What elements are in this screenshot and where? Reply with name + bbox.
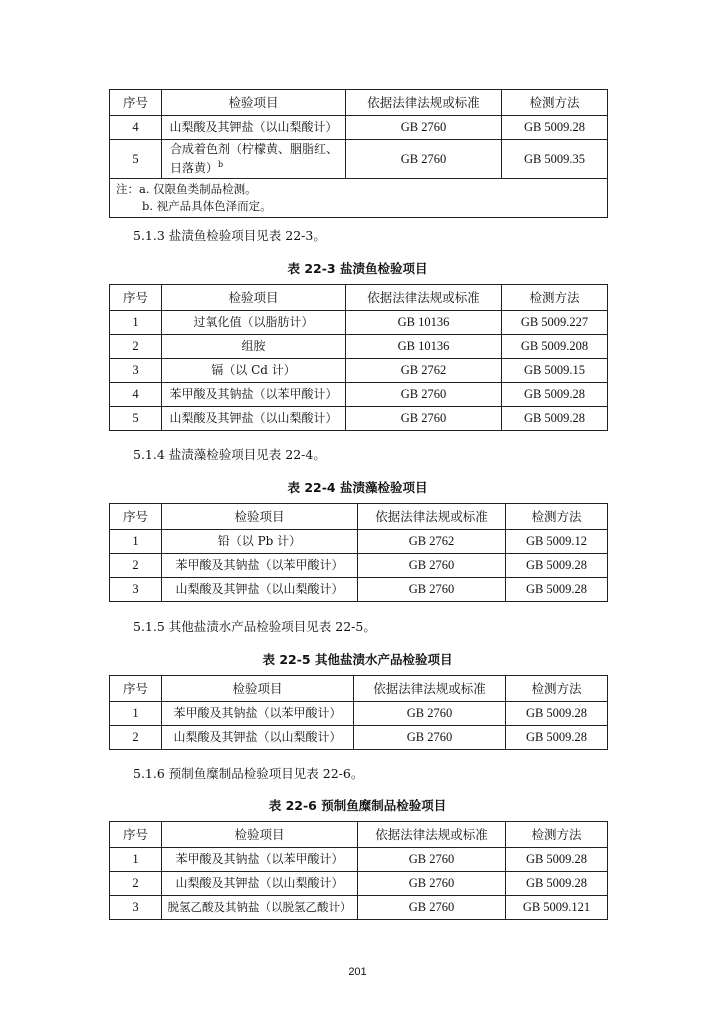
table-header-row: [110, 285, 608, 311]
header-method: 检测方法: [502, 285, 608, 311]
table-row: [110, 383, 608, 407]
row-item: 过氧化值（以脂肪计）: [162, 311, 346, 335]
row-standard: GB 2762: [346, 359, 502, 383]
table-header-row: [110, 90, 608, 116]
table-header-row: [110, 822, 608, 848]
header-method: 检测方法: [506, 822, 608, 848]
row-item: 镉（以 Cd 计）: [162, 359, 346, 383]
row-method: GB 5009.28: [502, 383, 608, 407]
paragraph-5-1-5: 5.1.5 其他盐渍水产品检验项目见表 22-5。: [133, 619, 376, 634]
table-row: [110, 554, 608, 578]
table-row: [110, 407, 608, 431]
row-no: 2: [110, 554, 162, 578]
table-row: [110, 335, 608, 359]
row-no: 4: [110, 116, 162, 140]
row-no: 2: [110, 872, 162, 896]
row-standard: GB 2760: [354, 702, 506, 726]
table-header-row: [110, 676, 608, 702]
row-method: GB 5009.12: [506, 530, 608, 554]
header-no: 序号: [110, 285, 162, 311]
header-standard: 依据法律法规或标准: [354, 676, 506, 702]
row-standard: GB 2760: [346, 116, 502, 140]
header-item: 检验项目: [162, 90, 346, 116]
note-line-2: b. 视产品具体色泽而定。: [142, 199, 272, 213]
table-row: [110, 896, 608, 920]
row-no: 1: [110, 530, 162, 554]
table-22-6: [109, 821, 608, 920]
paragraph-5-1-6: 5.1.6 预制鱼糜制品检验项目见表 22-6。: [133, 766, 364, 781]
header-item: 检验项目: [162, 676, 354, 702]
table-row: [110, 311, 608, 335]
table-row: [110, 530, 608, 554]
row-standard: GB 2760: [358, 848, 506, 872]
row-standard: GB 2760: [346, 407, 502, 431]
row-standard: GB 2760: [358, 554, 506, 578]
header-standard: 依据法律法规或标准: [346, 90, 502, 116]
table-row: [110, 726, 608, 750]
row-method: GB 5009.121: [506, 896, 608, 920]
header-no: 序号: [110, 822, 162, 848]
row-no: 5: [110, 407, 162, 431]
page-number: 201: [348, 966, 367, 978]
row-item: 铅（以 Pb 计）: [162, 530, 358, 554]
header-method: 检测方法: [506, 676, 608, 702]
row-standard: GB 2760: [358, 872, 506, 896]
row-item: 苯甲酸及其钠盐（以苯甲酸计）: [162, 848, 358, 872]
row-no: 1: [110, 848, 162, 872]
row-item: 山梨酸及其钾盐（以山梨酸计）: [162, 872, 358, 896]
table-row: [110, 872, 608, 896]
row-standard: GB 2762: [358, 530, 506, 554]
footnote-marker: b: [218, 160, 224, 169]
header-no: 序号: [110, 676, 162, 702]
row-method: GB 5009.28: [506, 702, 608, 726]
table-caption-22-4: 表 22-4 盐渍藻检验项目: [287, 480, 428, 495]
table-caption-22-3: 表 22-3 盐渍鱼检验项目: [287, 261, 428, 276]
row-standard: GB 2760: [346, 140, 502, 179]
table-row: [110, 140, 608, 179]
row-item: 苯甲酸及其钠盐（以苯甲酸计）: [162, 383, 346, 407]
header-method: 检测方法: [502, 90, 608, 116]
header-method: 检测方法: [506, 504, 608, 530]
header-item: 检验项目: [162, 822, 358, 848]
table-continued: [109, 89, 608, 218]
row-method: GB 5009.28: [506, 872, 608, 896]
row-item: 山梨酸及其钾盐（以山梨酸计）: [162, 407, 346, 431]
row-item: 苯甲酸及其钠盐（以苯甲酸计）: [162, 702, 354, 726]
table-row: [110, 116, 608, 140]
row-method: GB 5009.208: [502, 335, 608, 359]
header-item: 检验项目: [162, 285, 346, 311]
table-22-5: [109, 675, 608, 750]
header-no: 序号: [110, 90, 162, 116]
row-standard: GB 2760: [346, 383, 502, 407]
row-no: 1: [110, 702, 162, 726]
table-header-row: [110, 504, 608, 530]
table-22-4: [109, 503, 608, 602]
table-22-3: [109, 284, 608, 431]
row-item: 山梨酸及其钾盐（以山梨酸计）: [162, 726, 354, 750]
header-item: 检验项目: [162, 504, 358, 530]
table-row: [110, 578, 608, 602]
row-item-line2: 日落黄）: [170, 161, 219, 175]
table-row: [110, 848, 608, 872]
row-no: 2: [110, 726, 162, 750]
row-no: 5: [110, 140, 162, 179]
row-method: GB 5009.15: [502, 359, 608, 383]
row-item: 山梨酸及其钾盐（以山梨酸计）: [162, 116, 346, 140]
table-note: [110, 179, 608, 218]
paragraph-5-1-4: 5.1.4 盐渍藻检验项目见表 22-4。: [133, 447, 326, 462]
row-item: 脱氢乙酸及其钠盐（以脱氢乙酸计）: [162, 896, 358, 920]
header-standard: 依据法律法规或标准: [346, 285, 502, 311]
row-item: 山梨酸及其钾盐（以山梨酸计）: [162, 578, 358, 602]
table-row: [110, 702, 608, 726]
note-line-1: 注：a. 仅限鱼类制品检测。: [116, 182, 257, 196]
row-item: [162, 140, 346, 179]
row-item: 苯甲酸及其钠盐（以苯甲酸计）: [162, 554, 358, 578]
row-no: 1: [110, 311, 162, 335]
row-no: 3: [110, 359, 162, 383]
table-caption-22-6: 表 22-6 预制鱼糜制品检验项目: [268, 798, 447, 813]
table-caption-22-5: 表 22-5 其他盐渍水产品检验项目: [262, 652, 453, 667]
row-no: 3: [110, 896, 162, 920]
row-method: GB 5009.28: [506, 726, 608, 750]
row-item: 组胺: [162, 335, 346, 359]
row-method: GB 5009.28: [506, 848, 608, 872]
header-standard: 依据法律法规或标准: [358, 504, 506, 530]
row-no: 3: [110, 578, 162, 602]
row-item-line1: 合成着色剂（柠檬黄、胭脂红、: [170, 142, 339, 156]
row-method: GB 5009.28: [506, 578, 608, 602]
row-standard: GB 2760: [354, 726, 506, 750]
row-method: GB 5009.227: [502, 311, 608, 335]
row-method: GB 5009.35: [502, 140, 608, 179]
row-method: GB 5009.28: [502, 116, 608, 140]
row-standard: GB 2760: [358, 896, 506, 920]
row-method: GB 5009.28: [502, 407, 608, 431]
header-standard: 依据法律法规或标准: [358, 822, 506, 848]
row-standard: GB 10136: [346, 311, 502, 335]
row-no: 4: [110, 383, 162, 407]
row-standard: GB 10136: [346, 335, 502, 359]
header-no: 序号: [110, 504, 162, 530]
paragraph-5-1-3: 5.1.3 盐渍鱼检验项目见表 22-3。: [133, 228, 326, 243]
row-method: GB 5009.28: [506, 554, 608, 578]
table-row: [110, 359, 608, 383]
table-note-row: [110, 179, 608, 218]
row-no: 2: [110, 335, 162, 359]
row-standard: GB 2760: [358, 578, 506, 602]
